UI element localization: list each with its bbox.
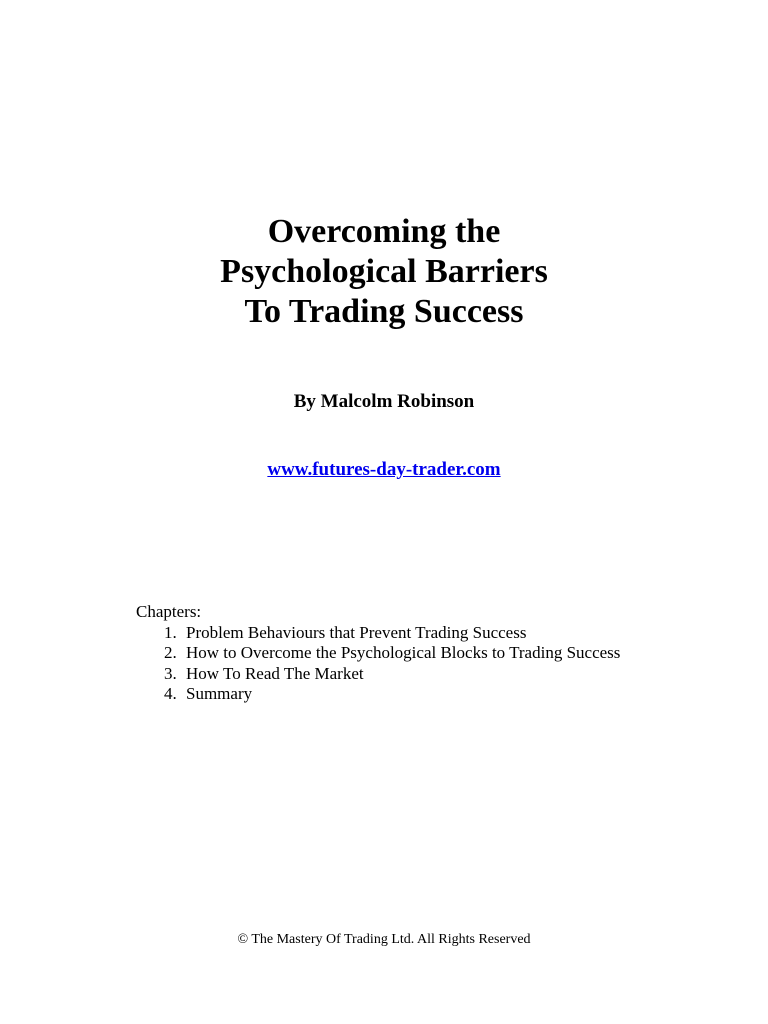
chapters-section (136, 602, 736, 705)
title-line-2: Psychological Barriers (220, 253, 548, 290)
title-line-1: Overcoming the (267, 213, 501, 250)
document-title (0, 212, 768, 332)
chapter-item-1: 1. Problem Behaviours that Prevent Trading Success (181, 623, 736, 644)
chapter-item-2: 2. How to Overcome the Psychological Blocks to Trading Success (181, 643, 736, 664)
chapter-item-3: 3. How To Read The Market (181, 664, 736, 685)
author-byline: By Malcolm Robinson (293, 391, 475, 412)
website-link[interactable]: www.futures-day-trader.com (267, 459, 501, 480)
title-line-3: To Trading Success (244, 293, 524, 330)
copyright-footer: © The Mastery Of Trading Ltd. All Rights Reserved (237, 932, 531, 947)
website-line (0, 458, 768, 482)
chapter-item-4: 4. Summary (181, 684, 736, 705)
chapters-list (136, 623, 736, 705)
chapters-heading: Chapters: (136, 602, 202, 621)
